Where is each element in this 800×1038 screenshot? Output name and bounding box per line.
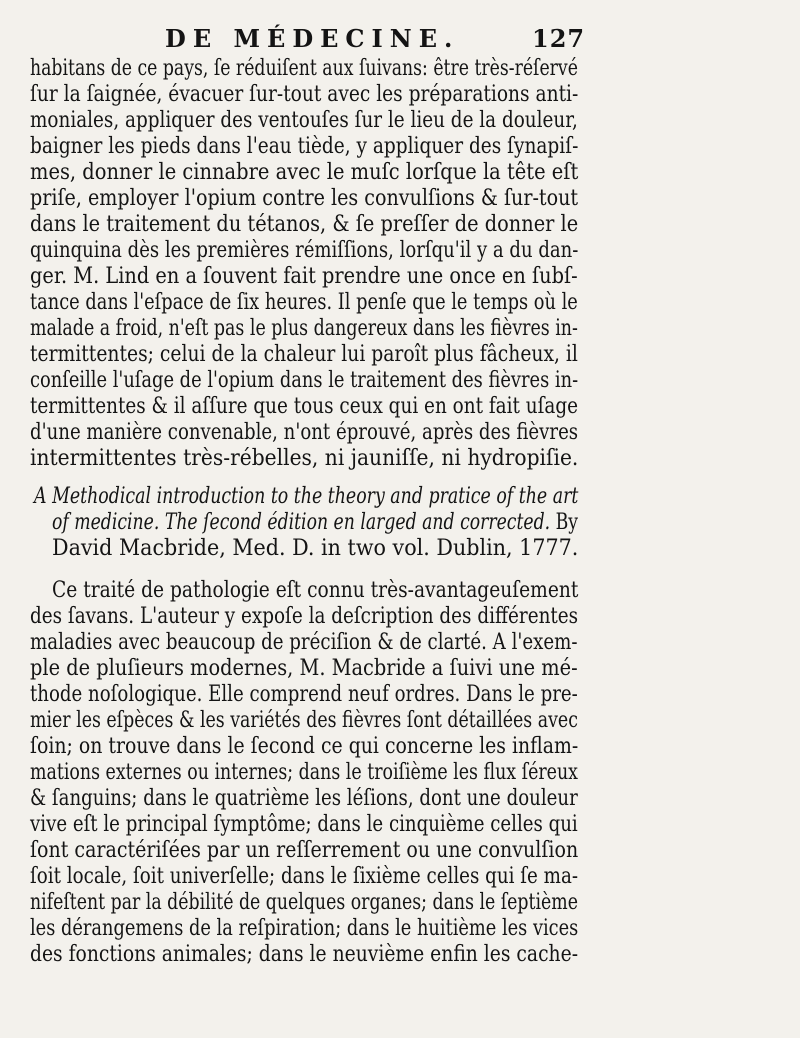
- text-line: quinquina dès les premières rémiſſions, lorſqu'il y a du dan-: [30, 238, 579, 263]
- text-line: ſont caractériſées par un reſſerrement ou une convulſion: [30, 838, 579, 863]
- heading-line-1: A Methodical introduction to the theory and pratice of the art: [34, 484, 579, 509]
- heading-line-3: David Macbride, Med. D. in two vol. Dublin, 1777.: [52, 536, 579, 561]
- text-line: moniales, appliquer des ventouſes ſur le lieu de la douleur,: [30, 108, 578, 133]
- heading-line-2-title: of medicine. The ſecond édition en larged and corrected.: [52, 510, 551, 535]
- text-line: termittentes; celui de la chaleur lui paroît plus fâcheux, il: [30, 342, 578, 367]
- text-line: vive eſt le principal ſymptôme; dans le cinquième celles qui: [30, 812, 578, 837]
- text-line: nifeſtent par la débilité de quelques organes; dans le ſeptième: [30, 890, 578, 915]
- running-head: [0, 22, 800, 56]
- text-line: ple de pluſieurs modernes, M. Macbride a ſuivi une mé-: [30, 656, 578, 681]
- text-line: ſoit locale, ſoit univerſelle; dans le ſixième celles qui ſe ma-: [30, 864, 579, 889]
- text-line: habitans de ce pays, ſe réduiſent aux ſuivans: être très-réſervé: [30, 56, 578, 81]
- text-line: des fonctions animales; dans le neuvième enfin les cache-: [30, 942, 579, 967]
- text-line: maladies avec beaucoup de préciſion & de clarté. A l'exem-: [30, 630, 578, 655]
- text-line: priſe, employer l'opium contre les convulſions & ſur-tout: [30, 186, 579, 211]
- text-line: Ce traité de pathologie eſt connu très-avantageuſement: [52, 578, 579, 603]
- text-line: les dérangemens de la reſpiration; dans le huitième les vices: [30, 916, 579, 941]
- text-line: des ſavans. L'auteur y expoſe la deſcription des différentes: [30, 604, 579, 629]
- text-line: tance dans l'eſpace de ſix heures. Il penſe que le temps où le: [30, 290, 578, 315]
- text-line: ſur la ſaignée, évacuer ſur-tout avec les préparations anti-: [30, 82, 579, 107]
- running-head-title: DE MÉDECINE.: [165, 24, 460, 53]
- text-line: malade a froid, n'eſt pas le plus dangereux dans les fièvres in-: [30, 316, 578, 341]
- text-line: mier les eſpèces & les variétés des fièvres ſont détaillées avec: [30, 708, 578, 733]
- page-number: 127: [532, 24, 586, 53]
- text-line: thode noſologique. Elle comprend neuf ordres. Dans le pre-: [30, 682, 578, 707]
- text-line: termittentes & il aſſure que tous ceux qui en ont fait uſage: [30, 394, 579, 419]
- text-line: mes, donner le cinnabre avec le muſc lorſque la tête eſt: [30, 160, 579, 185]
- heading-line-2: [52, 510, 578, 536]
- text-line: d'une manière convenable, n'ont éprouvé, après des fièvres: [30, 420, 579, 445]
- text-line: conſeille l'uſage de l'opium dans le traitement des fièvres in-: [30, 368, 579, 393]
- text-line: dans le traitement du tétanos, & ſe preſſer de donner le: [30, 212, 579, 237]
- text-line: baigner les pieds dans l'eau tiède, y appliquer des ſynapiſ-: [30, 134, 579, 159]
- text-line: ger. M. Lind en a ſouvent fait prendre une once en ſubſ-: [30, 264, 578, 289]
- heading-line-2-by: By: [550, 510, 579, 535]
- text-line: mations externes ou internes; dans le troiſième les flux ſéreux: [30, 760, 578, 785]
- text-line: intermittentes très-rébelles, ni jauniſſe, ni hydropiſie.: [30, 446, 579, 471]
- text-line: & ſanguins; dans le quatrième les léſions, dont une douleur: [30, 786, 578, 811]
- text-line: ſoin; on trouve dans le ſecond ce qui concerne les inflam-: [30, 734, 579, 759]
